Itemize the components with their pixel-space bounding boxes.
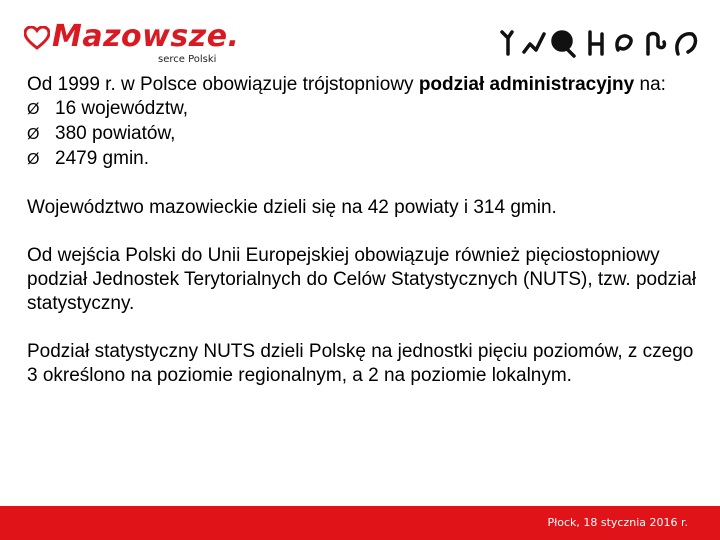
paragraph-nuts-levels: Podział statystyczny NUTS dzieli Polskę na jednostki pięciu poziomów, z czego 3 określono na poziomie regionalnym, a 2 na poziomie lokalnym. bbox=[27, 341, 694, 386]
intro-text-end: na: bbox=[634, 74, 666, 95]
bullet-marker: Ø bbox=[27, 101, 40, 118]
heart-icon bbox=[24, 26, 50, 50]
list-item-text: 16 województw, bbox=[55, 98, 189, 119]
footer-date: Płock, 18 stycznia 2016 r. bbox=[547, 516, 688, 529]
logo-wordmark: Mazowsze. bbox=[52, 19, 240, 54]
paragraph-nuts-intro: Od wejścia Polski do Unii Europejskiej obowiązuje również pięciostopniowy podział Jednostek Terytorialnych do Celów Statystycznych (NUTS), tzw. podział statystyczny. bbox=[27, 245, 697, 314]
bullet-marker: Ø bbox=[27, 151, 40, 168]
list-item bbox=[27, 122, 707, 147]
bullet-marker: Ø bbox=[27, 126, 40, 143]
paragraph-voivodeship: Województwo mazowieckie dzieli się na 42 powiaty i 314 gmin. bbox=[27, 197, 557, 218]
logo-tagline: serce Polski bbox=[158, 54, 217, 65]
list-item-text: 380 powiatów, bbox=[55, 123, 176, 144]
list-item-text: 2479 gmin. bbox=[55, 148, 150, 169]
slide-body bbox=[27, 73, 707, 388]
list-item bbox=[27, 147, 707, 172]
intro-bold-term: podział administracyjny bbox=[418, 74, 635, 95]
intro-text: Od 1999 r. w Polsce obowiązuje trójstopniowy bbox=[27, 74, 419, 95]
list-item bbox=[27, 97, 707, 122]
intro-paragraph bbox=[27, 73, 707, 97]
decorative-pictograms-icon bbox=[498, 24, 703, 60]
